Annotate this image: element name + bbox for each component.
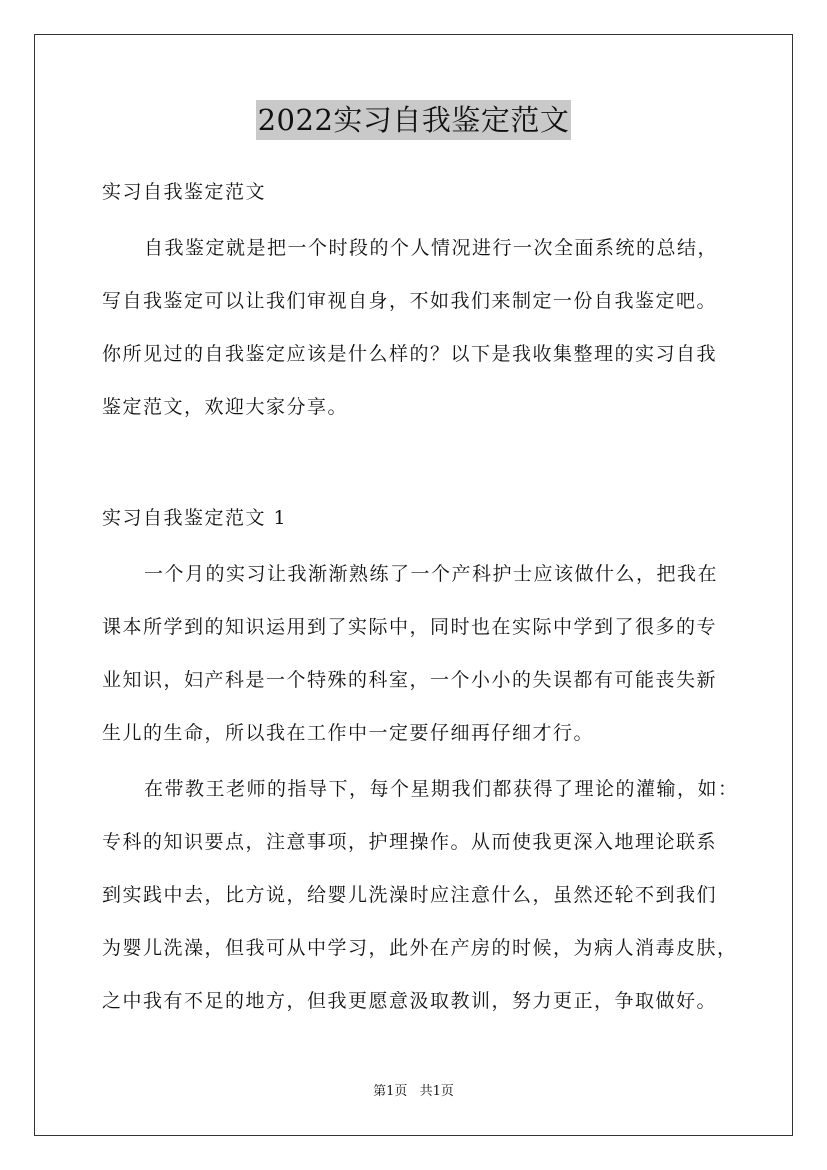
paragraph2-line-2: 专科的知识要点，注意事项，护理操作。从而使我更深入地理论联系 bbox=[102, 831, 718, 853]
title-area bbox=[0, 100, 827, 140]
paragraph1-line-1: 一个月的实习让我渐渐熟练了一个产科护士应该做什么，把我在 bbox=[144, 563, 719, 585]
paragraph2-line-3: 到实践中去，比方说，给婴儿洗澡时应注意什么，虽然还轮不到我们 bbox=[102, 884, 718, 906]
intro-line-1: 自我鉴定就是把一个时段的个人情况进行一次全面系统的总结， bbox=[144, 237, 719, 259]
paragraph1-line-4: 生儿的生命，所以我在工作中一定要仔细再仔细才行。 bbox=[102, 722, 595, 744]
paragraph1-line-3: 业知识，妇产科是一个特殊的科室，一个小小的失误都有可能丧失新 bbox=[102, 669, 718, 691]
paragraph2-line-5: 之中我有不足的地方，但我更愿意汲取教训，努力更正，争取做好。 bbox=[102, 990, 718, 1012]
paragraph2-line-4: 为婴儿洗澡，但我可从中学习，此外在产房的时候，为病人消毒皮肤， bbox=[102, 937, 738, 959]
paragraph1-line-2: 课本所学到的知识运用到了实际中，同时也在实际中学到了很多的专 bbox=[102, 616, 718, 638]
page-number-total: 共1页 bbox=[419, 1084, 454, 1099]
paragraph2-line-1: 在带教王老师的指导下，每个星期我们都获得了理论的灌输，如： bbox=[144, 778, 739, 800]
intro-line-2: 写自我鉴定可以让我们审视自身，不如我们来制定一份自我鉴定吧。 bbox=[102, 290, 718, 312]
page-footer bbox=[0, 1083, 827, 1101]
section-heading: 实习自我鉴定范文 1 bbox=[102, 507, 288, 529]
intro-line-3: 你所见过的自我鉴定应该是什么样的？以下是我收集整理的实习自我 bbox=[102, 343, 718, 365]
page-number-current: 第1页 bbox=[373, 1084, 408, 1099]
subtitle: 实习自我鉴定范文 bbox=[102, 181, 267, 203]
document-title: 2022实习自我鉴定范文 bbox=[256, 100, 572, 140]
intro-line-4: 鉴定范文，欢迎大家分享。 bbox=[102, 396, 349, 418]
